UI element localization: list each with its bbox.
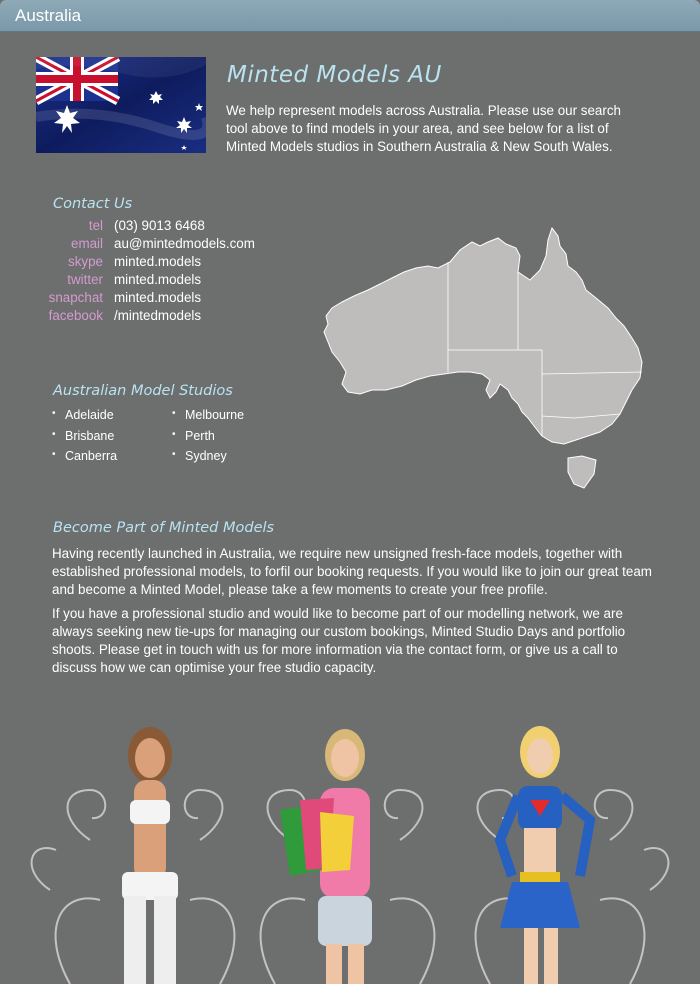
studio-link[interactable]: • Perth	[172, 429, 292, 450]
become-paragraph-2: If you have a professional studio and would like to become part of our modelling network, we are always seeking new tie-ups for managing our custom bookings, Minted Studio Days and portfolio shoots. Please get in touch with us for more information via the contact form, or give us a call to discuss how we can optimise your free studio capacity.	[52, 606, 626, 675]
section-header-bar	[0, 0, 700, 32]
model-figure-3	[500, 726, 590, 984]
studios-list	[52, 408, 292, 470]
contact-heading: Contact Us	[53, 196, 133, 212]
australia-map-icon	[320, 222, 650, 492]
contact-label: tel	[88, 218, 103, 233]
become-paragraph-1: Having recently launched in Australia, we require new unsigned fresh-face models, together with established professional models, to forfil our booking requests. If you would like to join our great team and become a Minted Model, please take a few moments to create your free profile.	[52, 546, 652, 597]
studio-link[interactable]: • Brisbane	[52, 429, 172, 450]
contact-value[interactable]: /mintedmodels	[114, 308, 202, 323]
contact-value[interactable]: au@mintedmodels.com	[114, 236, 255, 251]
contact-value[interactable]: minted.models	[114, 254, 202, 269]
model-illustrations	[0, 700, 700, 984]
intro-text: We help represent models across Australia. Please use our search tool above to find models in your area, and see below for a list of Minted Models studios in Southern Australia & New South Wales.	[226, 103, 621, 154]
page-title: Minted Models AU	[227, 62, 442, 88]
contact-label: facebook	[48, 308, 103, 323]
studio-link[interactable]: • Adelaide	[52, 408, 172, 429]
contact-label: twitter	[67, 272, 103, 287]
studio-link[interactable]: • Canberra	[52, 449, 172, 470]
become-heading: Become Part of Minted Models	[53, 520, 275, 536]
contact-label: snapchat	[48, 290, 103, 305]
model-figure-1	[122, 727, 178, 984]
contact-value[interactable]: minted.models	[114, 272, 202, 287]
model-figure-2	[280, 729, 372, 984]
section-title: Australia	[15, 6, 82, 25]
contact-label: email	[71, 236, 103, 251]
contact-value[interactable]: (03) 9013 6468	[114, 218, 205, 233]
contact-value[interactable]: minted.models	[114, 290, 202, 305]
studios-heading: Australian Model Studios	[53, 383, 233, 399]
studio-link[interactable]: • Sydney	[172, 449, 292, 470]
australia-flag-icon	[36, 57, 206, 153]
contact-label: skype	[68, 254, 103, 269]
studio-link[interactable]: • Melbourne	[172, 408, 292, 429]
